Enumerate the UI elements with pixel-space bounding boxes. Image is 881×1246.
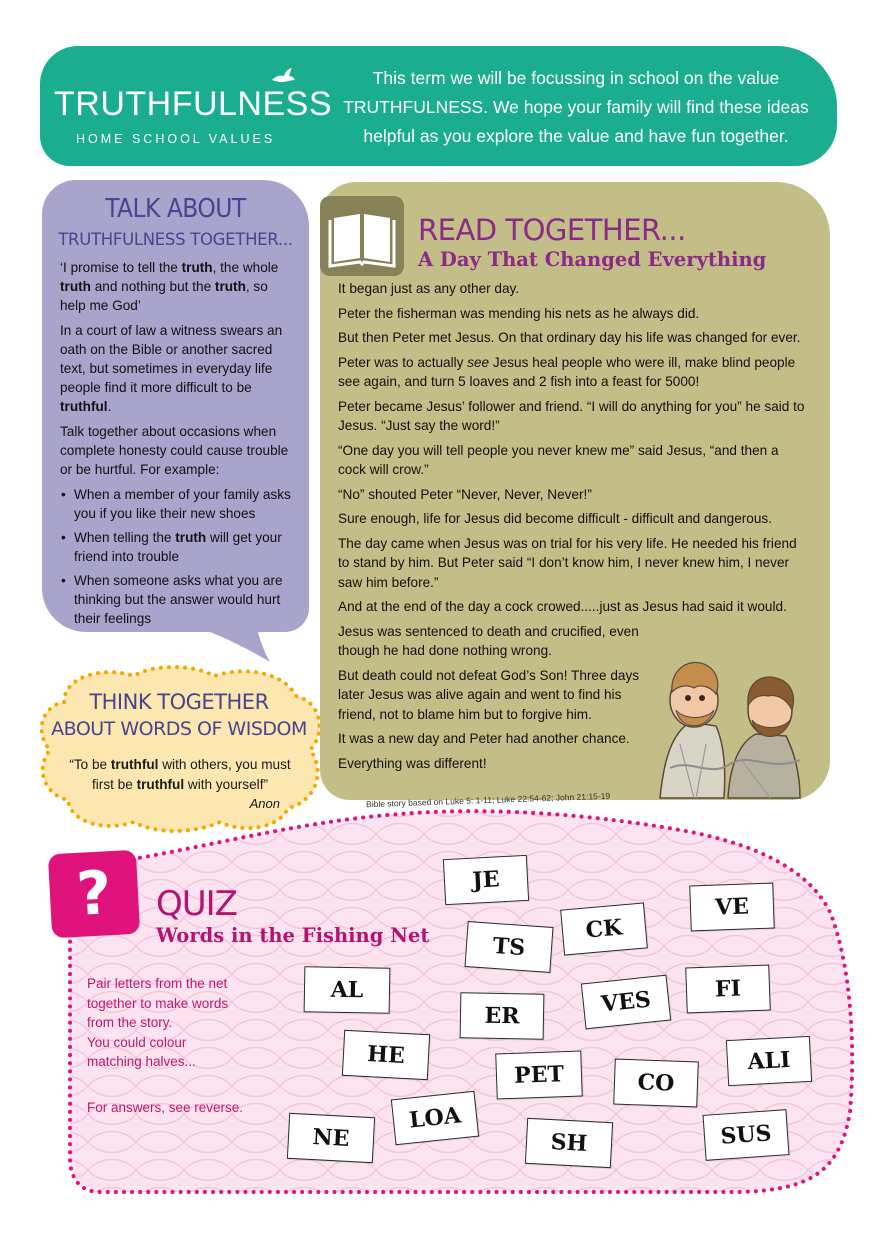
talk-subtitle: TRUTHFULNESS TOGETHER... [58, 230, 293, 249]
word-card[interactable]: VES [581, 975, 671, 1030]
word-card[interactable]: LOA [391, 1091, 479, 1146]
instruction-line: Pair letters from the net [87, 976, 228, 991]
keyword: truth [175, 530, 207, 545]
story-paragraph: Everything was different! [338, 755, 487, 771]
word-card[interactable]: HE [342, 1030, 430, 1080]
text: and nothing but the [90, 279, 215, 294]
story-title: A Day That Changed Everything [418, 248, 767, 271]
story-paragraph: It began just as any other day. [338, 281, 520, 296]
logo [54, 85, 333, 146]
keyword: truthful [110, 757, 159, 772]
peter-and-jesus-illustration [650, 648, 810, 800]
text: will get your friend into trouble [74, 530, 282, 564]
word-card[interactable]: CK [560, 902, 648, 955]
word-card[interactable]: FI [685, 965, 771, 1014]
text: with yourself” [184, 777, 268, 792]
text: ‘I promise to tell the [60, 260, 182, 275]
logo-word: TRUTHFULNESS [54, 85, 333, 123]
word-card[interactable]: SUS [702, 1109, 789, 1161]
word-card[interactable]: TS [465, 921, 554, 973]
story-paragraph [338, 353, 808, 392]
story-paragraph: Jesus was sentenced to death and crucified, even though he had done nothing wrong. [338, 623, 639, 658]
story-paragraph: Peter became Jesus’ follower and friend. “I will do anything for you” he said to Jesus. “Just say the word!” [338, 398, 805, 433]
talk-title: TALK ABOUT [105, 194, 246, 224]
read-title: READ TOGETHER... [418, 213, 686, 247]
keyword: truth [214, 279, 246, 294]
word-card[interactable]: ER [460, 992, 545, 1039]
talk-list [60, 485, 292, 628]
list-item [60, 528, 292, 566]
think-title: THINK TOGETHER [89, 690, 269, 714]
list-item: • When someone asks what you are thinking but the answer would hurt their feelings [60, 571, 292, 628]
story-paragraph: But death could not defeat God’s Son! Three days later Jesus was alive again and went to find his friend, not to blame him but to forgive him. [338, 667, 640, 722]
story-paragraph: “No” shouted Peter “Never, Never, Never!” [338, 486, 592, 502]
intro-line: helpful as you explore the value and have fun together. [363, 126, 789, 146]
quiz-instructions [87, 974, 277, 1072]
text: When telling the [74, 530, 176, 545]
story-paragraph: And at the end of the day a cock crowed.....just as Jesus had said it would. [338, 599, 787, 614]
think-subtitle: ABOUT WORDS OF WISDOM [51, 718, 307, 740]
word-card[interactable]: NE [287, 1113, 375, 1163]
instruction-line: from the story. [87, 1015, 173, 1030]
text: with others, you must first be [92, 757, 291, 792]
word-card[interactable]: ALI [726, 1036, 812, 1086]
word-card[interactable]: CO [613, 1059, 699, 1108]
talk-paragraph [60, 321, 292, 416]
text: , the whole [212, 260, 279, 275]
story-paragraph: Sure enough, life for Jesus did become difficult - difficult and dangerous. [338, 511, 773, 526]
quiz-title: QUIZ [156, 884, 237, 924]
emphasis: see [467, 354, 490, 370]
logo-subtitle: HOME SCHOOL VALUES [76, 132, 276, 146]
book-icon [320, 196, 404, 276]
text: “To be [69, 757, 111, 772]
intro-line: This term we will be focussing in school on the value [372, 68, 780, 88]
list-item: • When a member of your family asks you if you like their new shoes [60, 485, 292, 523]
quiz-subtitle: Words in the Fishing Net [156, 924, 430, 947]
instruction-line: matching halves... [87, 1054, 196, 1069]
text: . [107, 399, 112, 414]
answers-note: For answers, see reverse. [87, 1100, 244, 1115]
text: In a court of law a witness swears an oath on the Bible or another sacred text, but sometimes in everyday life people find it more difficult to be [60, 323, 283, 395]
word-card[interactable]: JE [443, 855, 529, 905]
text: Peter was to actually [338, 354, 468, 370]
text: Jesus heal people who were ill, make blind people see again, and turn 5 loaves and 2 fish into a feast for 5000! [338, 354, 796, 389]
word-card[interactable]: AL [304, 966, 391, 1013]
intro-text [336, 64, 816, 151]
story-paragraph: But then Peter met Jesus. On that ordinary day his life was changed for ever. [338, 330, 801, 345]
quote-attribution: Anon [249, 796, 280, 811]
story-paragraph: “One day you will tell people you never knew me” said Jesus, “and then a cock will crow.” [338, 442, 779, 477]
talk-paragraph [60, 258, 292, 315]
talk-body [60, 258, 292, 633]
text: , so help me God’ [60, 279, 268, 313]
bible-credit: Bible story based on Luke 5: 1-11; Luke 22:54-62; John 21:15-19 [365, 790, 611, 810]
keyword: truth [60, 279, 91, 294]
wisdom-quote [60, 755, 300, 795]
story-paragraph: It was a new day and Peter had another chance. [338, 731, 630, 746]
keyword: truth [181, 260, 213, 275]
story-paragraph: Peter the fisherman was mending his nets as he always did. [338, 305, 700, 321]
question-mark-icon: ? [74, 858, 114, 930]
story-paragraph: The day came when Jesus was on trial for his very life. He needed his friend to stand by him. But Peter said “I don’t know him, I never knew him, I never saw him before.” [338, 535, 797, 590]
intro-line: TRUTHFULNESS. We hope your family will find these ideas [343, 97, 809, 117]
keyword: truthful [60, 399, 108, 414]
instruction-line: together to make words [87, 995, 229, 1011]
keyword: truthful [136, 777, 185, 792]
word-card[interactable]: VE [689, 883, 775, 932]
word-card[interactable]: SH [525, 1118, 613, 1168]
word-card[interactable]: PET [495, 1051, 583, 1100]
instruction-line: You could colour [87, 1034, 187, 1050]
talk-paragraph: Talk together about occasions when complete honesty could cause trouble or be hurtful. For example: [60, 424, 289, 477]
